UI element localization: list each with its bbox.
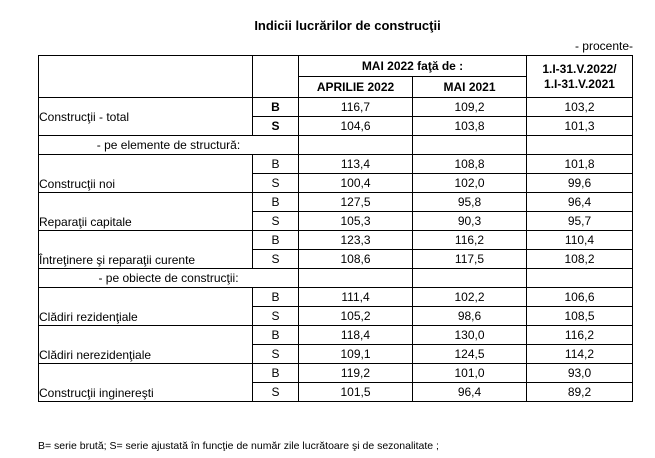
row-label: Clădiri nerezidenţiale <box>39 326 253 364</box>
value-cell: 101,8 <box>527 155 633 174</box>
section-empty-cell <box>413 136 527 155</box>
value-cell: 111,4 <box>299 288 413 307</box>
value-cell: 93,0 <box>527 364 633 383</box>
value-cell: 127,5 <box>299 193 413 212</box>
value-cell: 124,5 <box>413 345 527 364</box>
value-cell: 116,2 <box>527 326 633 345</box>
indices-table <box>38 55 633 402</box>
value-cell: 105,3 <box>299 212 413 231</box>
series-code: S <box>253 307 299 326</box>
series-code: S <box>253 345 299 364</box>
value-cell: 96,4 <box>413 383 527 402</box>
series-code: B <box>253 98 299 117</box>
table-row <box>39 98 633 117</box>
value-cell: 104,6 <box>299 117 413 136</box>
series-code: S <box>253 250 299 269</box>
value-cell: 99,6 <box>527 174 633 193</box>
value-cell: 108,5 <box>527 307 633 326</box>
row-label-total: Construcţii - total <box>39 98 253 136</box>
value-cell: 118,4 <box>299 326 413 345</box>
header-group: MAI 2022 faţă de : <box>299 56 527 77</box>
value-cell: 109,1 <box>299 345 413 364</box>
section-empty-cell <box>527 136 633 155</box>
section-label: - pe obiecte de construcţii: <box>39 269 299 288</box>
value-cell: 98,6 <box>413 307 527 326</box>
header-col1: APRILIE 2022 <box>299 77 413 98</box>
value-cell: 123,3 <box>299 231 413 250</box>
page-title: Indicii lucrărilor de construcţii <box>254 18 441 33</box>
value-cell: 116,2 <box>413 231 527 250</box>
series-code: B <box>253 231 299 250</box>
value-cell: 117,5 <box>413 250 527 269</box>
series-code: B <box>253 155 299 174</box>
section-empty-cell <box>413 269 527 288</box>
header-empty-label <box>39 56 253 98</box>
value-cell: 113,4 <box>299 155 413 174</box>
table-row <box>39 326 633 345</box>
value-cell: 119,2 <box>299 364 413 383</box>
value-cell: 90,3 <box>413 212 527 231</box>
header-col3 <box>527 56 633 98</box>
unit-label: - procente- <box>574 39 633 53</box>
table-row <box>39 231 633 250</box>
value-cell: 108,8 <box>413 155 527 174</box>
table-row <box>39 364 633 383</box>
series-code: S <box>253 117 299 136</box>
section-empty-cell <box>299 136 413 155</box>
value-cell: 102,0 <box>413 174 527 193</box>
row-label: Întreţinere şi reparaţii curente <box>39 231 253 269</box>
section-empty-cell <box>527 269 633 288</box>
value-cell: 100,4 <box>299 174 413 193</box>
value-cell: 116,7 <box>299 98 413 117</box>
value-cell: 108,2 <box>527 250 633 269</box>
value-cell: 130,0 <box>413 326 527 345</box>
value-cell: 102,2 <box>413 288 527 307</box>
row-label: Construcţii inginereşti <box>39 364 253 402</box>
series-code: B <box>253 364 299 383</box>
header-row-1 <box>39 56 633 77</box>
section-row <box>39 136 633 155</box>
table-row <box>39 193 633 212</box>
value-cell: 108,6 <box>299 250 413 269</box>
value-cell: 114,2 <box>527 345 633 364</box>
series-code: B <box>253 288 299 307</box>
value-cell: 101,0 <box>413 364 527 383</box>
footnote: B= serie brută; S= serie ajustată în funcţie de număr zile lucrătoare şi de sezonalitate ; <box>38 440 439 452</box>
value-cell: 101,5 <box>299 383 413 402</box>
series-code: B <box>253 326 299 345</box>
value-cell: 109,2 <box>413 98 527 117</box>
series-code: S <box>253 383 299 402</box>
value-cell: 103,8 <box>413 117 527 136</box>
row-label: Reparaţii capitale <box>39 193 253 231</box>
section-row <box>39 269 633 288</box>
header-col3-line1: 1.I-31.V.2022/ <box>542 61 617 76</box>
series-code: B <box>253 193 299 212</box>
value-cell: 106,6 <box>527 288 633 307</box>
value-cell: 105,2 <box>299 307 413 326</box>
value-cell: 95,7 <box>527 212 633 231</box>
section-label: - pe elemente de structură: <box>39 136 299 155</box>
value-cell: 101,3 <box>527 117 633 136</box>
section-empty-cell <box>299 269 413 288</box>
header-empty-code <box>253 56 299 98</box>
series-code: S <box>253 174 299 193</box>
header-col2: MAI 2021 <box>413 77 527 98</box>
row-label: Clădiri rezidenţiale <box>39 288 253 326</box>
value-cell: 95,8 <box>413 193 527 212</box>
value-cell: 103,2 <box>527 98 633 117</box>
header-col3-line2: 1.I-31.V.2021 <box>544 76 615 91</box>
value-cell: 89,2 <box>527 383 633 402</box>
series-code: S <box>253 212 299 231</box>
table-row <box>39 155 633 174</box>
table-row <box>39 288 633 307</box>
row-label: Construcţii noi <box>39 155 253 193</box>
value-cell: 96,4 <box>527 193 633 212</box>
value-cell: 110,4 <box>527 231 633 250</box>
